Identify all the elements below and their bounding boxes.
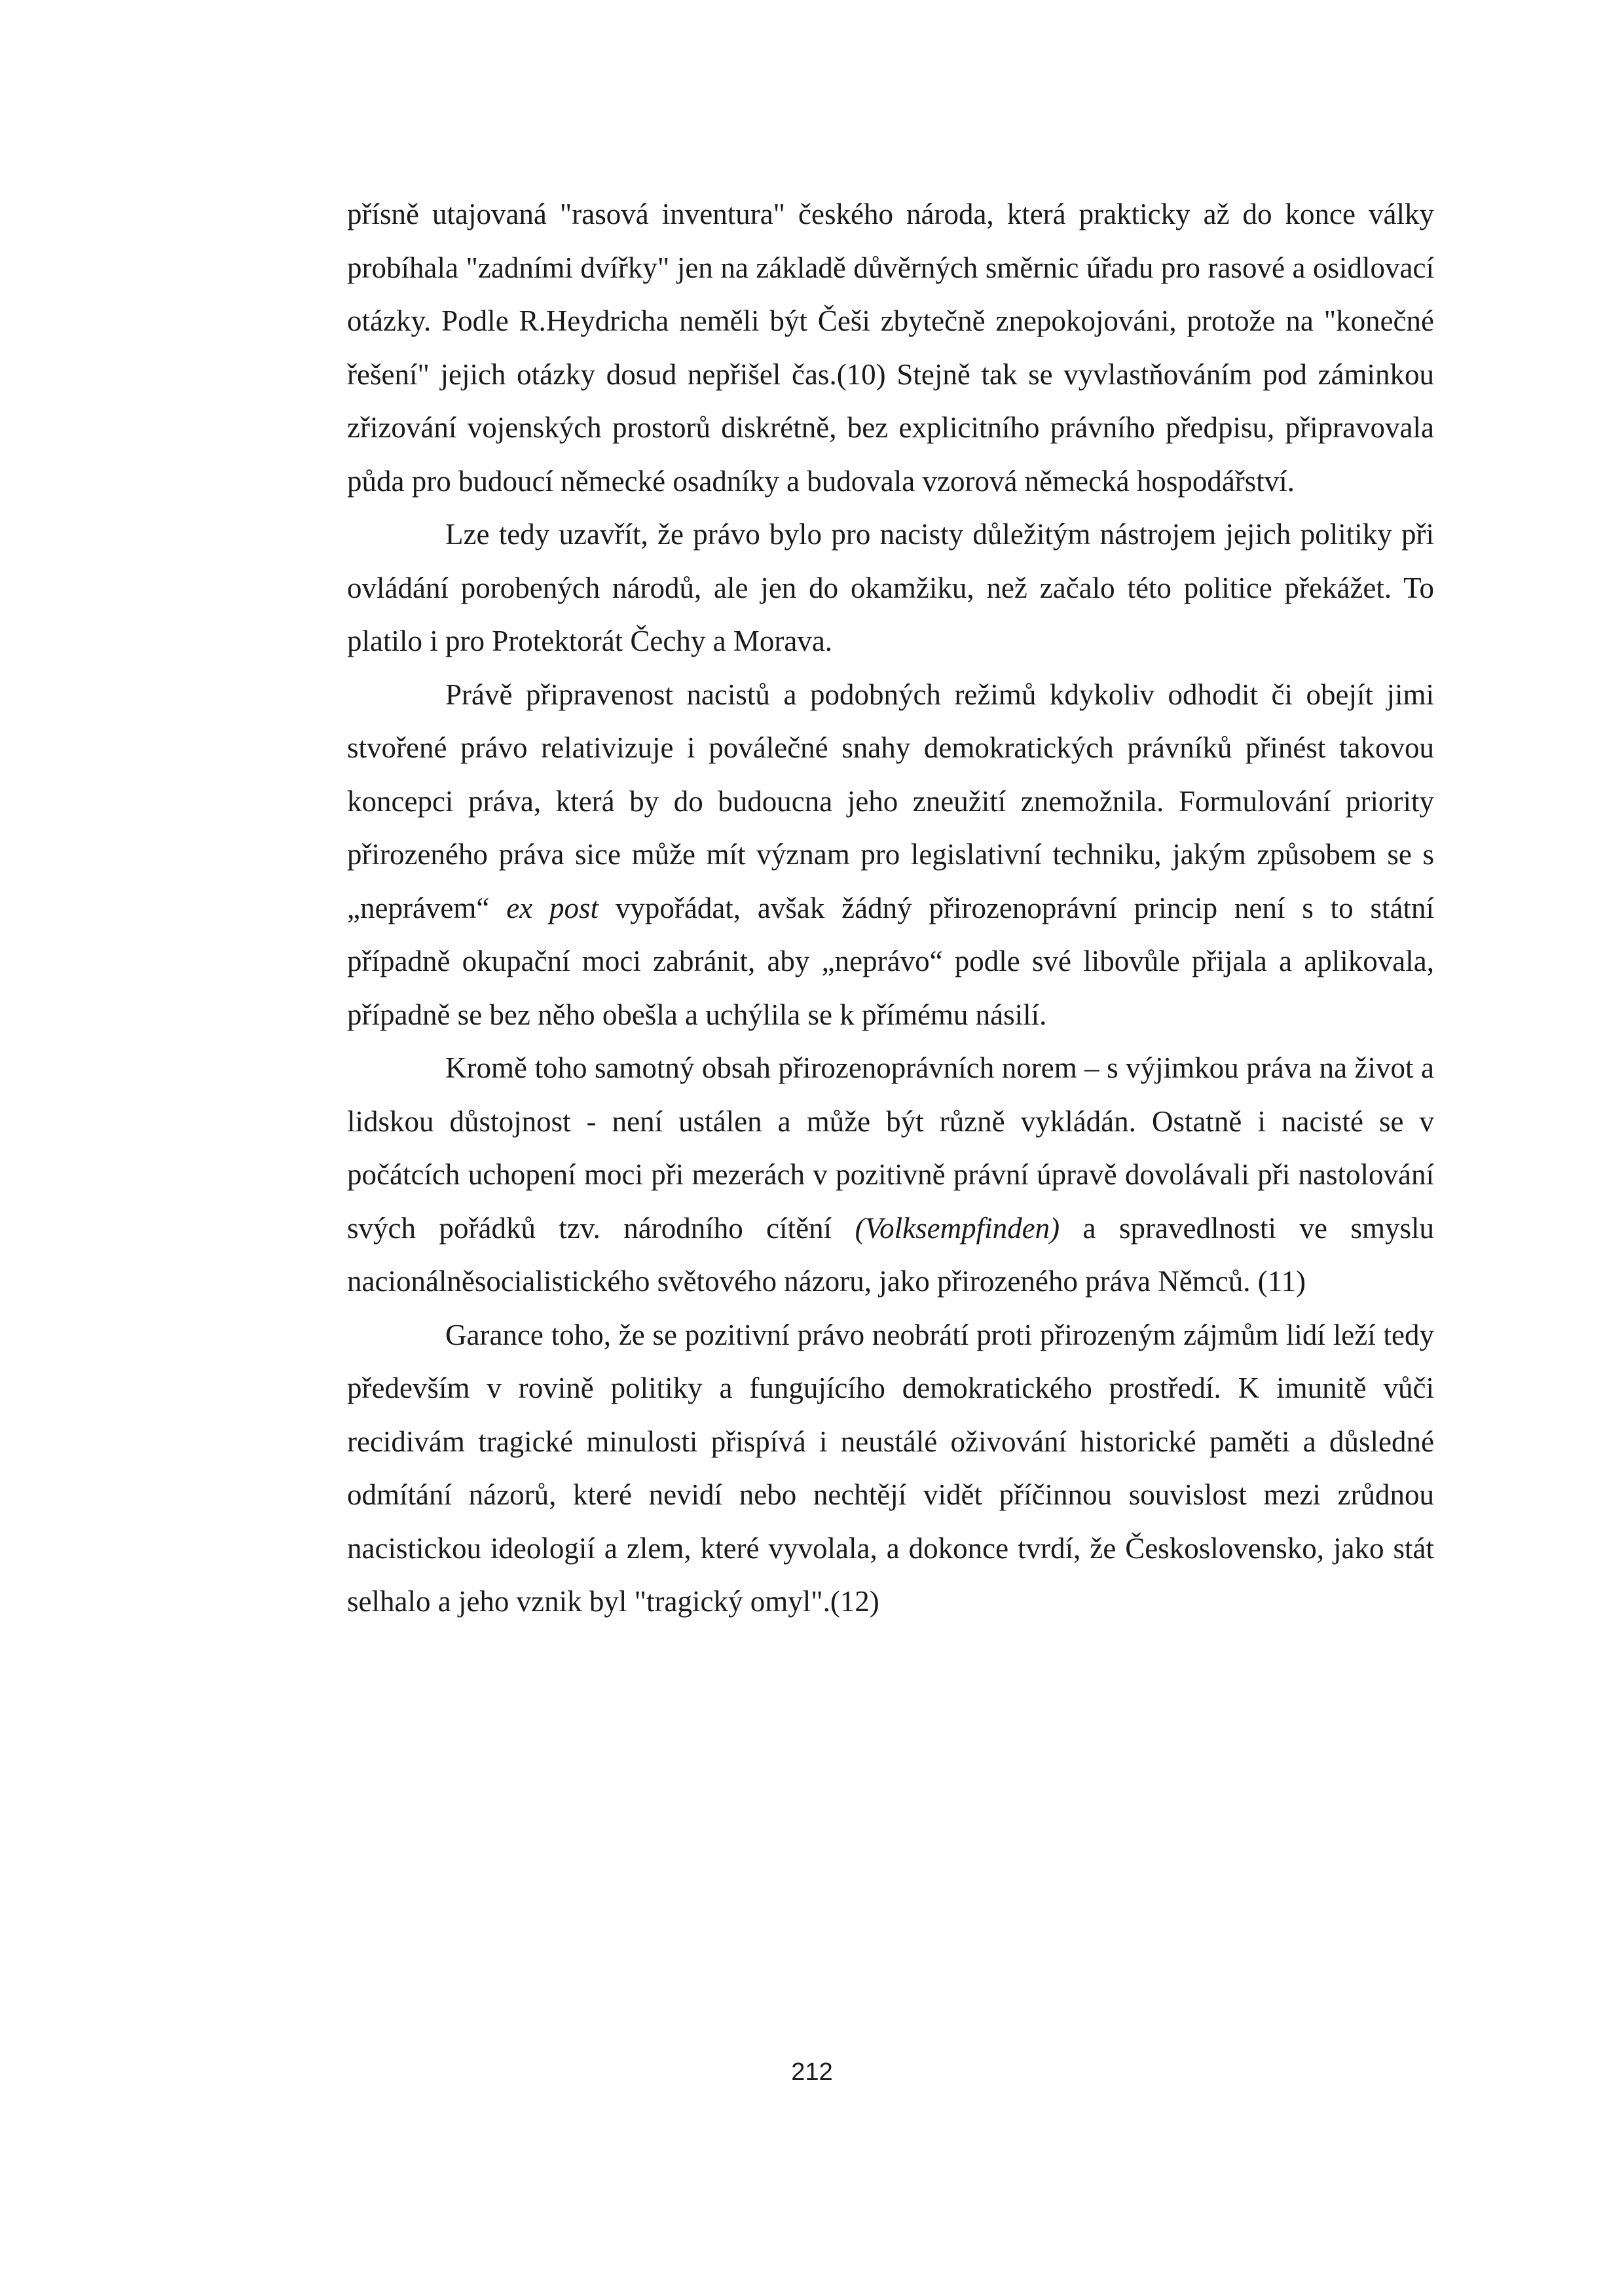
paragraph-text: Lze tedy uzavřít, že právo bylo pro nacisty důležitým nástrojem jejich politiky při ovládání porobených národů, ale jen do okamžiku, než začalo této politice překážet. To platilo i pro Protektorát Čechy a Morava. bbox=[347, 518, 1434, 657]
paragraph bbox=[347, 1309, 1434, 1629]
body-text bbox=[347, 188, 1434, 1629]
paragraph bbox=[347, 668, 1434, 1042]
paragraph-text: vypořádat, avšak žádný přirozenoprávní princip není s to státní případně okupační moci zabránit, aby „neprávo“ podle své libovůle přijala a aplikovala, případně se bez něho obešla a uchýlila se k přímému násilí. bbox=[347, 891, 1434, 1031]
paragraph bbox=[347, 1042, 1434, 1309]
paragraph-text: Kromě toho samotný obsah přirozenoprávních norem – s výjimkou práva na život a lidskou důstojnost - není ustálen a může být různě vykládán. Ostatně i nacisté se v počátcích uchopení moci při mezerách v pozitivně právní úpravě dovolávali při nastolování svých pořádků tzv. národního cítění bbox=[347, 1051, 1434, 1245]
italic-text: ex post bbox=[506, 891, 599, 924]
paragraph-text: přísně utajovaná "rasová inventura" českého národa, která prakticky až do konce války probíhala "zadními dvířky" jen na základě důvěrných směrnic úřadu pro rasové a osidlovací otázky. Podle R.Heydricha neměli být Češi zbytečně znepokojováni, protože na "konečné řešení" jejich otázky dosud nepřišel čas.(10) Stejně tak se vyvlastňováním pod záminkou zřizování vojenských prostorů diskrétně, bez explicitního právního předpisu, připravovala půda pro budoucí německé osadníky a budovala vzorová německá hospodářství. bbox=[347, 198, 1434, 498]
paragraph-text: Garance toho, že se pozitivní právo neobrátí proti přirozeným zájmům lidí leží tedy především v rovině politiky a fungujícího demokratického prostředí. K imunitě vůči recidivám tragické minulosti přispívá i neustálé oživování historické paměti a důsledné odmítání názorů, které nevidí nebo nechtějí vidět příčinnou souvislost mezi zrůdnou nacistickou ideologií a zlem, které vyvolala, a dokonce tvrdí, že Československo, jako stát selhalo a jeho vznik byl "tragický omyl".(12) bbox=[347, 1318, 1434, 1618]
paragraph-text: Právě připravenost nacistů a podobných režimů kdykoliv odhodit či obejít jimi stvořené právo relativizuje i poválečné snahy demokratických právníků přinést takovou koncepci práva, která by do budoucna jeho zneužití znemožnila. Formulování priority přirozeného práva sice může mít význam pro legislativní techniku, jakým způsobem se s „neprávem“ bbox=[347, 678, 1434, 924]
paragraph-text: a spravedlnosti ve smyslu nacionálněsocialistického světového názoru, jako přirozeného práva Němců. (11) bbox=[347, 1211, 1434, 1298]
paragraph bbox=[347, 508, 1434, 668]
italic-text: (Volksempfinden) bbox=[855, 1211, 1060, 1245]
paragraph bbox=[347, 188, 1434, 508]
page-number: 212 bbox=[791, 2058, 833, 2086]
